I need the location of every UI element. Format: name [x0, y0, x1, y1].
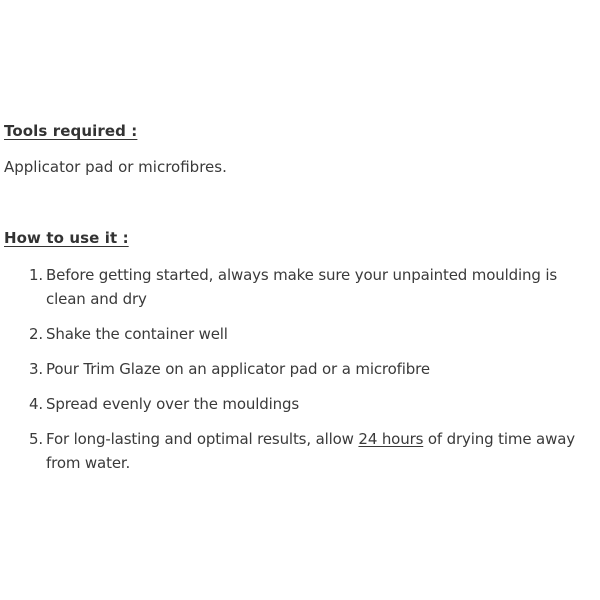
tools-required-text: Applicator pad or microfibres. — [4, 158, 227, 176]
step-item-1 — [0, 263, 600, 311]
step-item-4 — [0, 392, 600, 416]
step-text: Spread evenly over the mouldings — [46, 395, 300, 413]
step-number: 2. — [29, 325, 44, 343]
tools-required-heading: Tools required : — [4, 122, 138, 140]
step-number: 4. — [29, 395, 44, 413]
step-text: Pour Trim Glaze on an applicator pad or a microfibre — [46, 360, 430, 378]
step-text: Before getting started, always make sure your unpainted moulding is clean and dry — [46, 266, 558, 308]
step-number: 1. — [29, 266, 44, 284]
step-item-3 — [0, 357, 600, 381]
step-text: Shake the container well — [46, 325, 228, 343]
how-to-use-heading: How to use it : — [4, 229, 129, 247]
step-item-2 — [0, 322, 600, 346]
step-number: 3. — [29, 360, 44, 378]
steps-list — [0, 263, 600, 486]
step-number: 5. — [29, 430, 44, 448]
drying-time-emphasis: 24 hours — [358, 430, 424, 448]
step-item-5 — [0, 427, 600, 475]
step-text-before: For long-lasting and optimal results, allow — [46, 430, 359, 448]
step-text-after: of drying time away from water. — [46, 430, 575, 472]
